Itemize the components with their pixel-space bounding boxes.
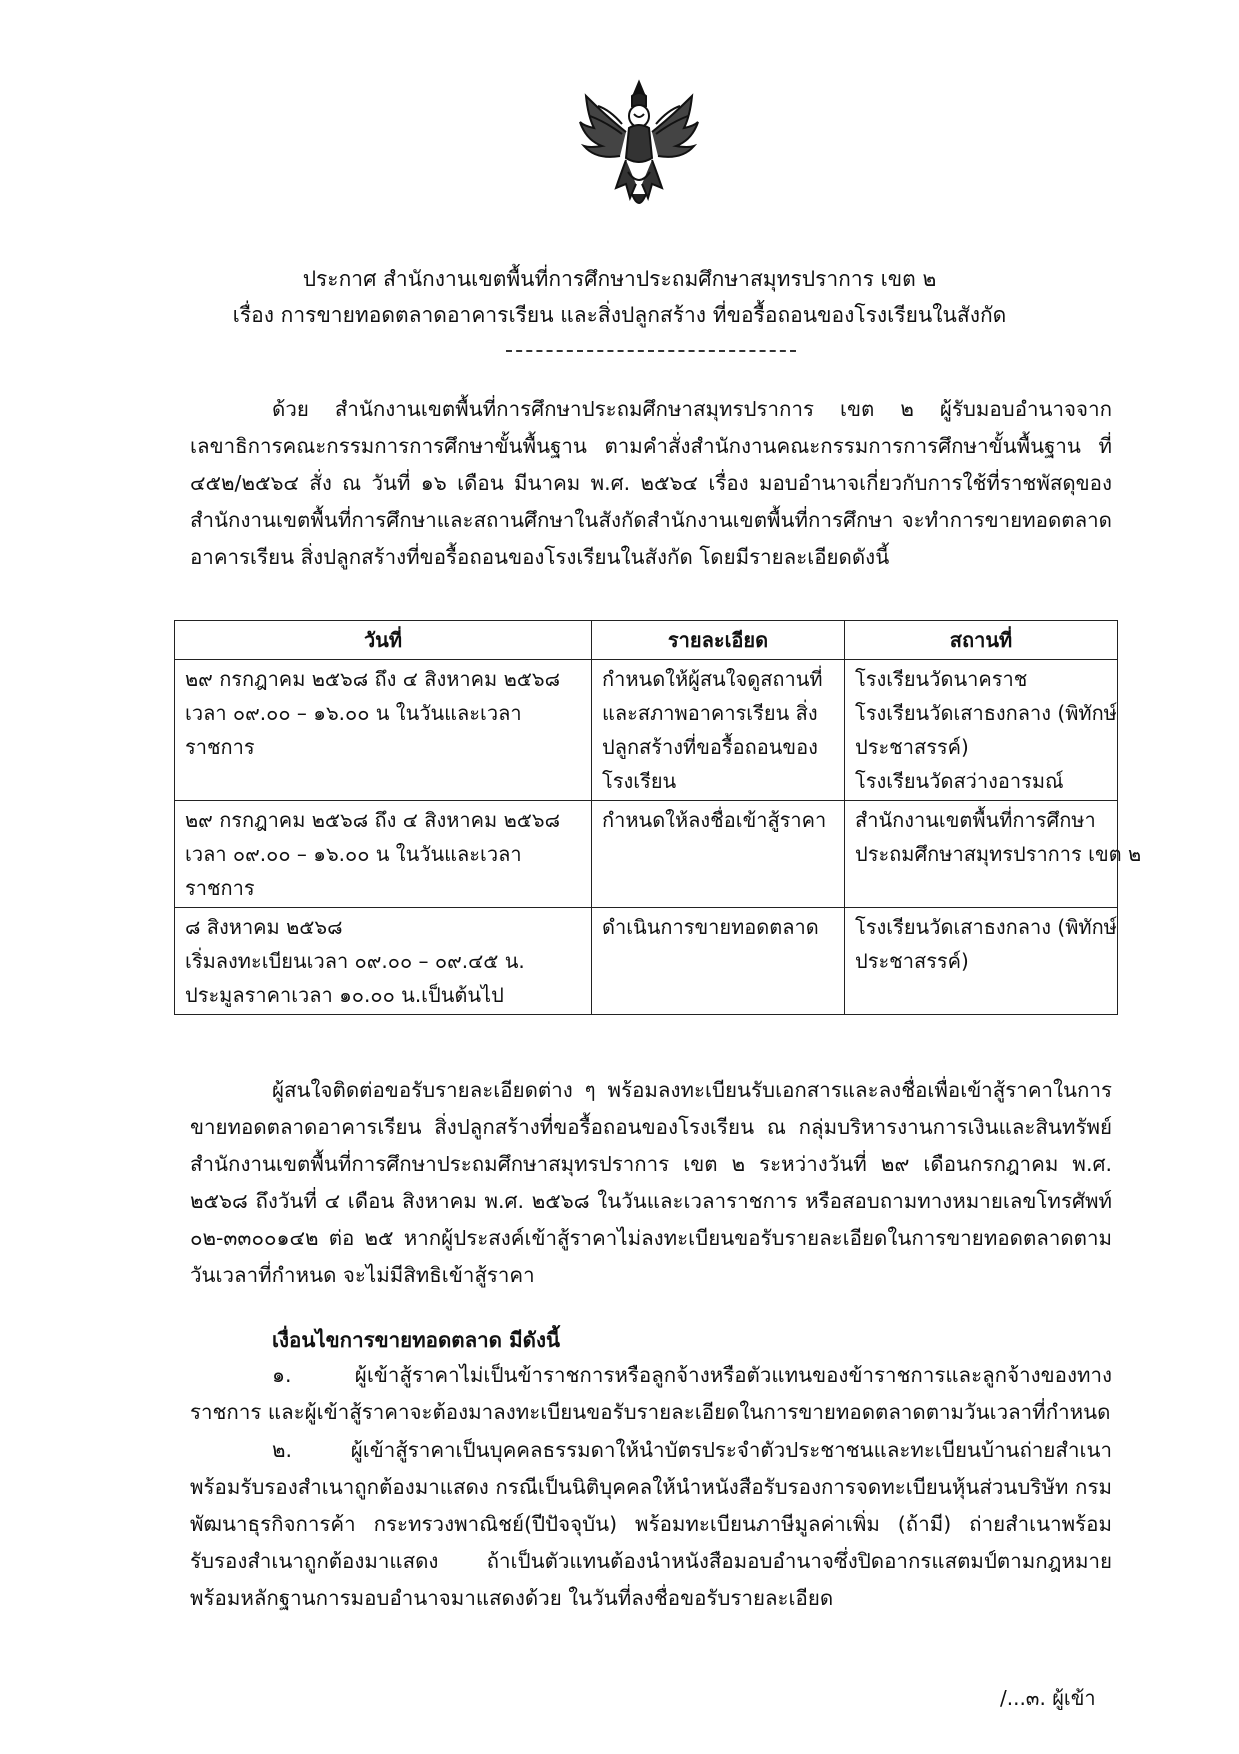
condition-item-1: ๑. ผู้เข้าสู้ราคาไม่เป็นข้าราชการหรือลูกจ้างหรือตัวแทนของข้าราชการและลูกจ้างของทาง ราชการ และผู้เข้าสู้ราคาจะต้องมาลงทะเบียนขอรับรายละเอียดในการขายทอดตลาดตามวันเวลาที่กำหนด [190,1363,1112,1424]
cell-line: ๒๙ กรกฎาคม ๒๕๖๘ ถึง ๔ สิงหาคม ๒๕๖๘ [185,667,561,691]
cell-line: ประชาสรรค์) [855,735,969,759]
announcement-subject: เรื่อง การขายทอดตลาดอาคารเรียน และสิ่งปลูกสร้าง ที่ขอรื้อถอนของโรงเรียนในสังกัด [232,303,1007,327]
title-divider [506,350,796,352]
cell-line: โรงเรียนวัดเสาธงกลาง (พิทักษ์ [855,915,1117,939]
cell-line: ปลูกสร้างที่ขอรื้อถอนของ [602,735,818,759]
column-header-date: วันที่ [175,621,592,660]
cell-line: เวลา ๐๙.๐๐ – ๑๖.๐๐ น ในวันและเวลา [185,701,522,725]
table-row [175,660,1118,801]
cell-line: เวลา ๐๙.๐๐ – ๑๖.๐๐ น ในวันและเวลา [185,842,522,866]
cell-line: ราชการ [185,735,255,759]
cell-line: ประชาสรรค์) [855,949,969,973]
column-header-place: สถานที่ [845,621,1118,660]
cell-line: เริ่มลงทะเบียนเวลา ๐๙.๐๐ – ๐๙.๔๕ น. [185,949,525,973]
cell-date [175,660,592,801]
cell-line: โรงเรียนวัดเสาธงกลาง (พิทักษ์ [855,701,1117,725]
cell-detail [592,801,845,908]
cell-line: ๒๙ กรกฎาคม ๒๕๖๘ ถึง ๔ สิงหาคม ๒๕๖๘ [185,808,561,832]
cell-line: ๘ สิงหาคม ๒๕๖๘ [185,915,343,939]
cell-line: ราชการ [185,876,255,900]
condition-item-2: ๒. ผู้เข้าสู้ราคาเป็นบุคคลธรรมดาให้นำบัตรประจำตัวประชาชนและทะเบียนบ้านถ่ายสำเนา พร้อมรับรองสำเนาถูกต้องมาแสดง กรณีเป็นนิติบุคคลให้นำหนังสือรับรองการจดทะเบียนหุ้นส่วนบริษัท กรมพัฒนาธุรกิจการค้า กระทรวงพาณิชย์(ปีปัจจุบัน) พร้อมทะเบียนภาษีมูลค่าเพิ่ม (ถ้ามี) ถ่ายสำเนาพร้อม รับรองสำเนาถูกต้องมาแสดง ถ้าเป็นตัวแทนต้องนำหนังสือมอบอำนาจซึ่งปิดอากรแสตมป์ตามกฎหมาย พร้อมหลักฐานการมอบอำนาจมาแสดงด้วย ในวันที่ลงชื่อขอรับรายละเอียด [190,1438,1112,1610]
announcement-title: ประกาศ สำนักงานเขตพื้นที่การศึกษาประถมศึกษาสมุทรปราการ เขต ๒ [302,267,937,291]
cell-place [845,801,1142,908]
table-row [175,801,1118,908]
cell-line: และสภาพอาคารเรียน สิ่ง [602,701,818,725]
continuation-note: /...๓. ผู้เข้า [1000,1686,1096,1710]
cell-line: โรงเรียนวัดนาคราช [855,667,1028,691]
cell-line: กำหนดให้ลงชื่อเข้าสู้ราคา [602,808,827,832]
contact-paragraph: ผู้สนใจติดต่อขอรับรายละเอียดต่าง ๆ พร้อมลงทะเบียนรับเอกสารและลงชื่อเพื่อเข้าสู้ราคาในการ ขายทอดตลาดอาคารเรียน สิ่งปลูกสร้างที่ขอรื้อถอนของโรงเรียน ณ กลุ่มบริหารงานการเงินและสินทรัพย์ สำนักงานเขตพื้นที่การศึกษาประถมศึกษาสมุทรปราการ เขต ๒ ระหว่างวันที่ ๒๙ เดือนกรกฎาคม พ.ศ. ๒๕๖๘ ถึงวันที่ ๔ เดือน สิงหาคม พ.ศ. ๒๕๖๘ ในวันและเวลาราชการ หรือสอบถามทางหมายเลขโทรศัพท์ ๐๒-๓๓๐๐๑๔๒ ต่อ ๒๕ หากผู้ประสงค์เข้าสู้ราคาไม่ลงทะเบียนขอรับรายละเอียดในการขายทอดตลาดตาม วันเวลาที่กำหนด จะไม่มีสิทธิเข้าสู้ราคา [190,1078,1112,1287]
cell-line: โรงเรียนวัดสว่างอารมณ์ [855,769,1064,793]
cell-detail [592,908,845,1015]
cell-date [175,801,592,908]
table-row [175,908,1118,1015]
cell-line: ประมูลราคาเวลา ๑๐.๐๐ น.เป็นต้นไป [185,983,504,1007]
table-header-row [175,621,1118,660]
cell-detail [592,660,845,801]
column-header-detail: รายละเอียด [592,621,845,660]
garuda-emblem-icon [576,76,702,216]
schedule-table [174,620,1142,1015]
cell-date [175,908,592,1015]
cell-place [845,908,1118,1015]
cell-line: โรงเรียน [602,769,677,793]
cell-line: กำหนดให้ผู้สนใจดูสถานที่ [602,667,823,691]
cell-line: สำนักงานเขตพื้นที่การศึกษา [855,808,1096,832]
intro-paragraph: ด้วย สำนักงานเขตพื้นที่การศึกษาประถมศึกษาสมุทรปราการ เขต ๒ ผู้รับมอบอำนาจจาก เลขาธิการคณะกรรมการการศึกษาขั้นพื้นฐาน ตามคำสั่งสำนักงานคณะกรรมการการศึกษาขั้นพื้นฐาน ที่ ๔๕๒/๒๕๖๔ สั่ง ณ วันที่ ๑๖ เดือน มีนาคม พ.ศ. ๒๕๖๔ เรื่อง มอบอำนาจเกี่ยวกับการใช้ที่ราชพัสดุของ สำนักงานเขตพื้นที่การศึกษาและสถานศึกษาในสังกัดสำนักงานเขตพื้นที่การศึกษา จะทำการขายทอดตลาด อาคารเรียน สิ่งปลูกสร้างที่ขอรื้อถอนของโรงเรียนในสังกัด โดยมีรายละเอียดดังนี้ [190,397,1112,569]
conditions-heading: เงื่อนไขการขายทอดตลาด มีดังนี้ [272,1328,560,1352]
cell-line: ประถมศึกษาสมุทรปราการ เขต ๒ [855,842,1142,866]
cell-line: ดำเนินการขายทอดตลาด [602,915,819,939]
cell-place [845,660,1118,801]
